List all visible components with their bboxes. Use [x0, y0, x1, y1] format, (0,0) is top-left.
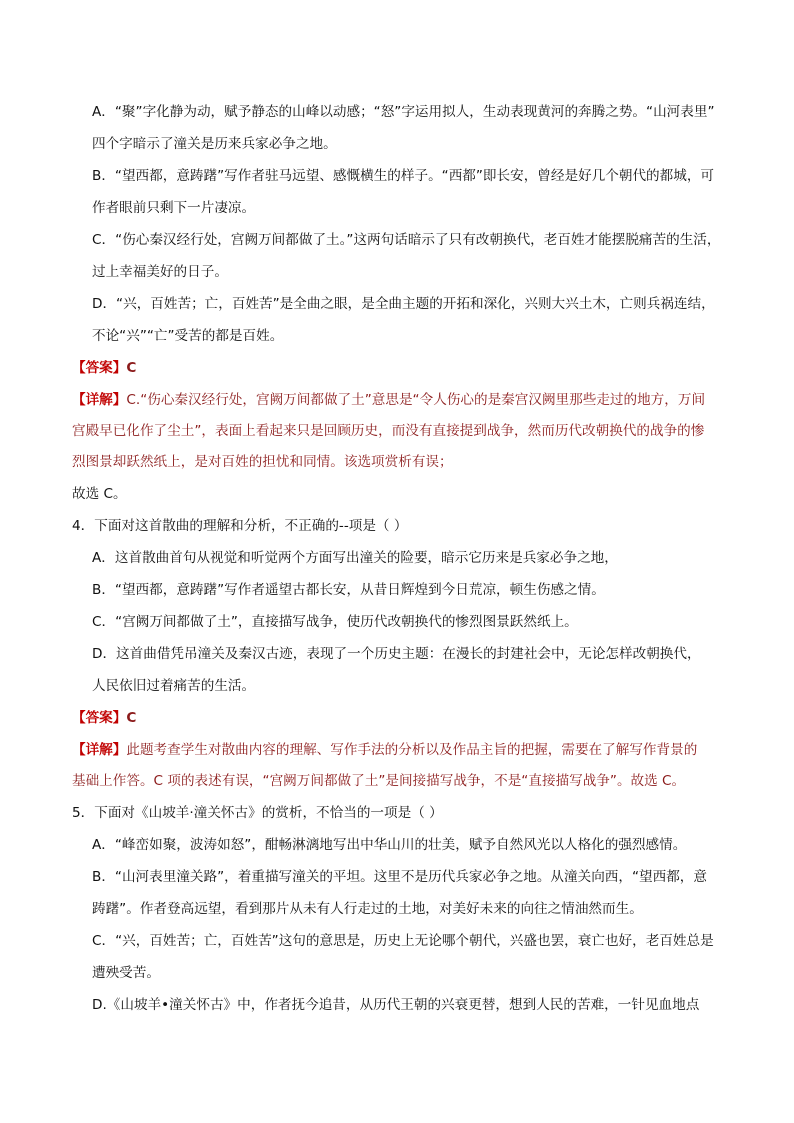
question-4-stem: 4．下面对这首散曲的理解和分析，不正确的--项是（ ）	[72, 518, 408, 534]
answer-line	[72, 358, 136, 378]
q4-detail-line2: 基础上作答。C 项的表述有误，“宫阙万间都做了土”是间接描写战争，不是“直接描写战争”。故选 C。	[72, 773, 686, 789]
q4-option-d-line2: 人民依旧过着痛苦的生活。	[92, 678, 256, 694]
option-b-line1: B．“望西都，意踌躇”写作者驻马远望、感慨横生的样子。“西都”即长安，曾经是好几个朝代的都城，可	[92, 168, 715, 184]
detail-line1	[72, 390, 705, 410]
q5-option-d-line1: D.《山坡羊•潼关怀古》中，作者抚今追昔，从历代王朝的兴衰更替，想到人民的苦难，一针见血地点	[92, 997, 700, 1013]
detail-line3: 烈图景却跃然纸上，是对百姓的担忧和同情。该选项赏析有误；	[72, 454, 453, 470]
q5-option-b-line1: B．“山河表里潼关路”，着重描写潼关的平坦。这里不是历代兵家必争之地。从潼关向西，“望西都，意	[92, 869, 707, 885]
option-c-line1: C．“伤心秦汉经行处，宫阙万间都做了土。”这两句话暗示了只有改朝换代，老百姓才能摆脱痛苦的生活，	[92, 232, 721, 248]
option-d-line2: 不论“兴”“亡”受苦的都是百姓。	[92, 328, 284, 344]
detail-text1: C.“伤心秦汉经行处，宫阙万间都做了土”意思是“令人伤心的是秦宫汉阙里那些走过的地方，万间	[126, 392, 706, 408]
option-a-line1: A．“聚”字化静为动，赋予静态的山峰以动感；“怒”字运用拟人，生动表现黄河的奔腾之势。“山河表里”	[92, 104, 715, 120]
q5-option-b-line2: 踌躇”。作者登高远望，看到那片从未有人行走过的土地，对美好未来的向往之情油然而生。	[92, 901, 643, 917]
question-5-stem: 5．下面对《山坡羊·潼关怀古》的赏析，不恰当的一项是（ ）	[72, 805, 443, 821]
q4-option-c: C．“宫阙万间都做了土”，直接描写战争，使历代改朝换代的惨烈图景跃然纸上。	[92, 614, 578, 630]
q4-answer-line	[72, 708, 136, 728]
q5-option-c-line1: C．“兴，百姓苦；亡，百姓苦”这句的意思是，历史上无论哪个朝代，兴盛也罢，衰亡也好，老百姓总是	[92, 933, 714, 949]
q5-option-a: A．“峰峦如聚，波涛如怒”，酣畅淋漓地写出中华山川的壮美，赋予自然风光以人格化的强烈感情。	[92, 837, 687, 853]
q4-detail-tag: 【详解】	[72, 742, 127, 758]
detail-tag: 【详解】	[72, 392, 127, 408]
q4-detail-text1: 此题考查学生对散曲内容的理解、写作手法的分析以及作品主旨的把握，需要在了解写作背景的	[126, 742, 698, 758]
option-b-line2: 作者眼前只剩下一片凄凉。	[92, 200, 256, 216]
q4-answer-tag: 【答案】	[72, 710, 127, 726]
answer-tag: 【答案】	[72, 360, 127, 376]
q4-option-a: A．这首散曲首句从视觉和听觉两个方面写出潼关的险要，暗示它历来是兵家必争之地，	[92, 550, 618, 566]
q4-option-b: B．“望西都，意踌躇”写作者遥望古都长安，从昔日辉煌到今日荒凉，顿生伤感之情。	[92, 582, 605, 598]
conclusion-line: 故选 C。	[72, 486, 127, 502]
detail-line2: 宫殿早已化作了尘土”，表面上看起来只是回顾历史，而没有直接提到战争，然而历代改朝换代的战争的惨	[72, 423, 705, 439]
option-d-line1: D．“兴，百姓苦；亡，百姓苦”是全曲之眼，是全曲主题的开拓和深化，兴则大兴土木，亡则兵祸连结，	[92, 296, 715, 312]
q5-option-c-line2: 遭殃受苦。	[92, 965, 160, 981]
q4-detail-line1	[72, 740, 697, 760]
option-c-line2: 过上幸福美好的日子。	[92, 264, 228, 280]
q4-answer-value: C	[126, 710, 137, 726]
answer-value: C	[126, 360, 137, 376]
option-a-line2: 四个字暗示了潼关是历来兵家必争之地。	[92, 136, 337, 152]
q4-option-d-line1: D．这首曲借凭吊潼关及秦汉古迹，表现了一个历史主题：在漫长的封建社会中，无论怎样改朝换代，	[92, 646, 701, 662]
